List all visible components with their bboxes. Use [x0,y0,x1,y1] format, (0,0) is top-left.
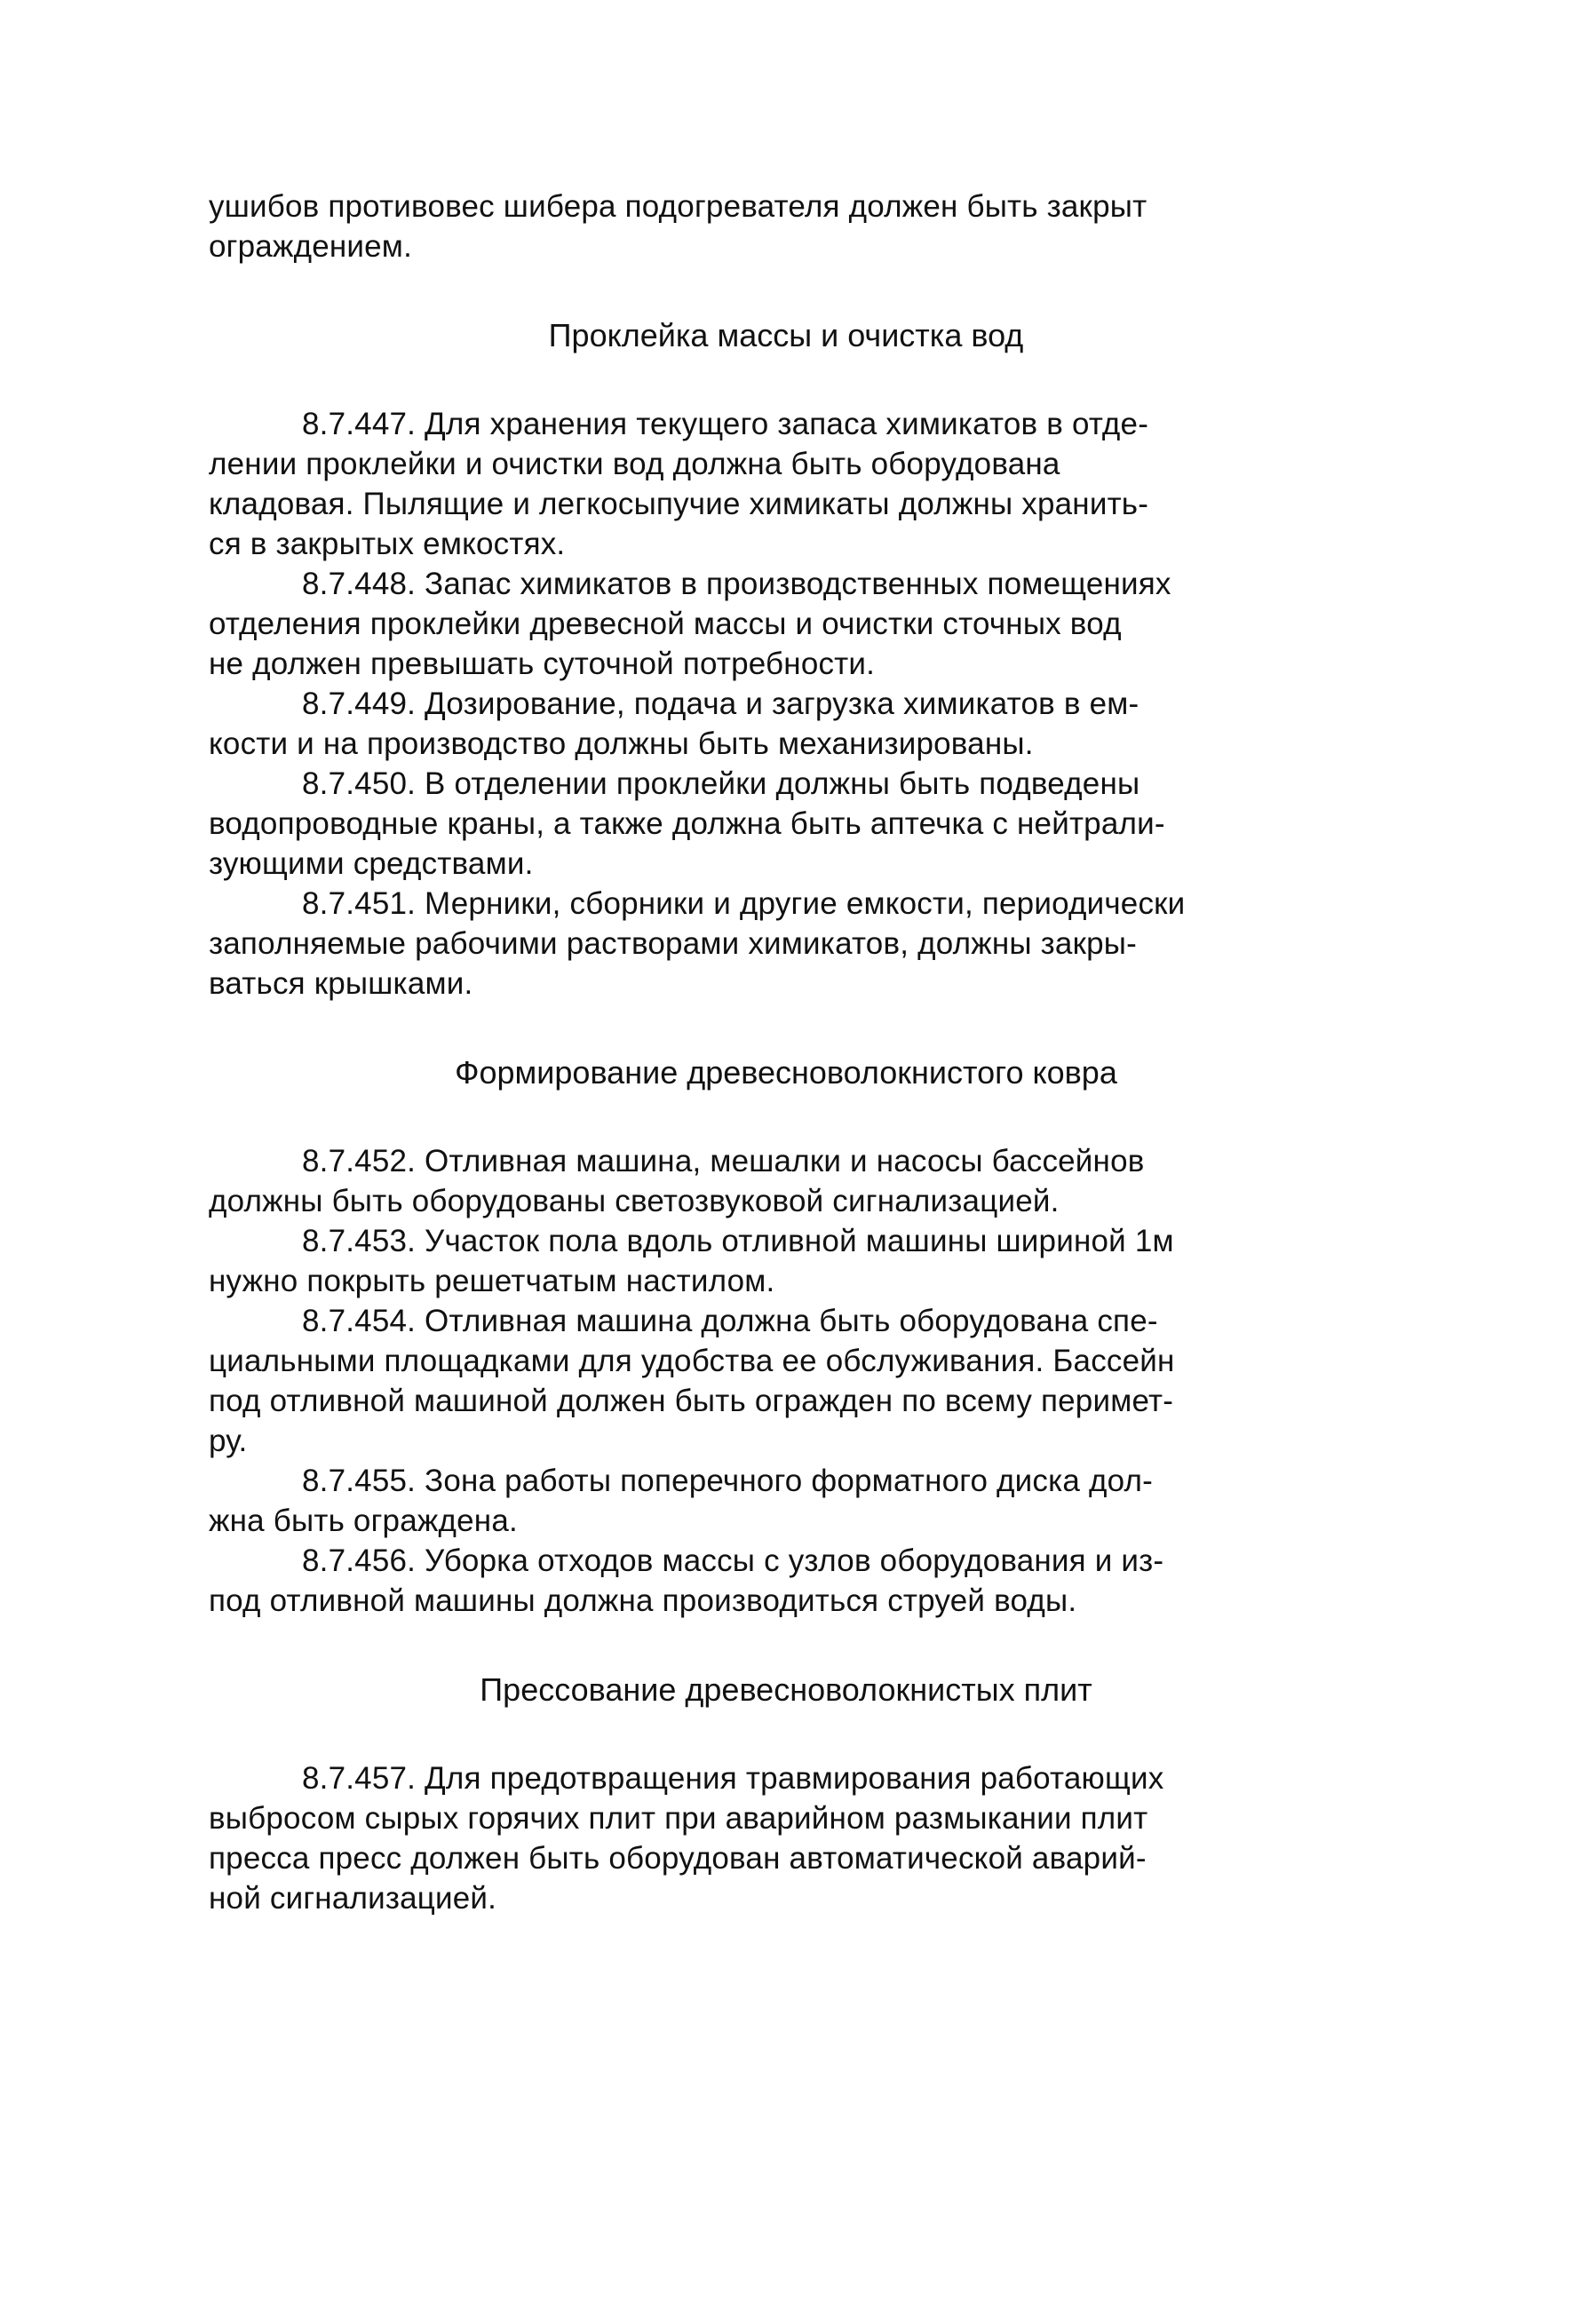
section-forming-body [209,1141,1363,1621]
paragraph-8-7-451 [209,884,1363,1004]
paragraph-line: 8.7.451. Мерники, сборники и другие емкости, периодически [302,886,1186,921]
paragraph-line: 8.7.448. Запас химикатов в производственных помещениях [302,567,1171,601]
paragraph-line: жна быть ограждена. [209,1504,518,1538]
paragraph-line: выбросом сырых горячих плит при аварийном размыкании плит [209,1801,1148,1836]
paragraph-8-7-456 [209,1541,1363,1621]
paragraph-line: зующими средствами. [209,846,534,881]
paragraph-8-7-447 [209,404,1363,564]
paragraph-line: нужно покрыть решетчатым настилом. [209,1264,775,1298]
paragraph-8-7-448 [209,564,1363,684]
paragraph-line: 8.7.453. Участок пола вдоль отливной машины шириной 1м [302,1224,1174,1258]
paragraph-line: ной сигнализацией. [209,1881,497,1916]
paragraph-line: 8.7.450. В отделении проклейки должны быть подведены [302,766,1140,801]
section-heading-pressing: Прессование древесноволокнистых плит [480,1671,1092,1708]
paragraph-line: 8.7.455. Зона работы поперечного форматного диска дол- [302,1464,1153,1498]
paragraph-8-7-454 [209,1301,1363,1461]
paragraph-8-7-452 [209,1141,1363,1221]
page-body [209,186,1363,1918]
paragraph-line: кладовая. Пылящие и легкосыпучие химикаты должны хранить- [209,487,1149,521]
paragraph-line: 8.7.457. Для предотвращения травмирования работающих [302,1761,1164,1796]
paragraph-line: кости и на производство должны быть механизированы. [209,726,1034,761]
paragraph-8-7-453 [209,1221,1363,1301]
section-pressing-body [209,1758,1363,1918]
paragraph-8-7-450 [209,764,1363,884]
paragraph-line: под отливной машины должна производиться струей воды. [209,1583,1077,1618]
paragraph-line: лении проклейки и очистки вод должна быть оборудована [209,447,1060,481]
section-heading-forming: Формирование древесноволокнистого ковра [455,1054,1117,1091]
paragraph-line: 8.7.452. Отливная машина, мешалки и насосы бассейнов [302,1144,1145,1178]
paragraph-line: ваться крышками. [209,966,473,1001]
section-sizing-body [209,404,1363,1004]
paragraph-line: 8.7.454. Отливная машина должна быть оборудована спе- [302,1304,1158,1338]
section-heading-sizing: Проклейка массы и очистка вод [548,317,1024,353]
paragraph-8-7-455 [209,1461,1363,1541]
paragraph-line: ся в закрытых емкостях. [209,527,566,561]
paragraph-8-7-457 [209,1758,1363,1918]
paragraph-line: водопроводные краны, а также должна быть аптечка с нейтрали- [209,806,1165,841]
paragraph-line: циальными площадками для удобства ее обслуживания. Бассейн [209,1344,1175,1378]
paragraph-line: ру. [209,1424,248,1458]
paragraph-line: 8.7.456. Уборка отходов массы с узлов оборудования и из- [302,1543,1164,1578]
paragraph-line: 8.7.449. Дозирование, подача и загрузка химикатов в ем- [302,686,1139,721]
intro-line-1: ушибов противовес шибера подогревателя должен быть закрыт [209,189,1147,224]
paragraph-line: должны быть оборудованы светозвуковой сигнализацией. [209,1184,1060,1218]
paragraph-line: заполняемые рабочими растворами химикатов, должны закры- [209,926,1137,961]
paragraph-line: под отливной машиной должен быть огражден по всему перимет- [209,1384,1174,1418]
paragraph-line: отделения проклейки древесной массы и очистки сточных вод [209,607,1122,641]
intro-line-2: ограждением. [209,229,412,264]
paragraph-line: пресса пресс должен быть оборудован автоматической аварий- [209,1841,1147,1876]
paragraph-line: не должен превышать суточной потребности. [209,647,876,681]
paragraph-line: 8.7.447. Для хранения текущего запаса химикатов в отде- [302,407,1149,441]
paragraph-8-7-449 [209,684,1363,764]
